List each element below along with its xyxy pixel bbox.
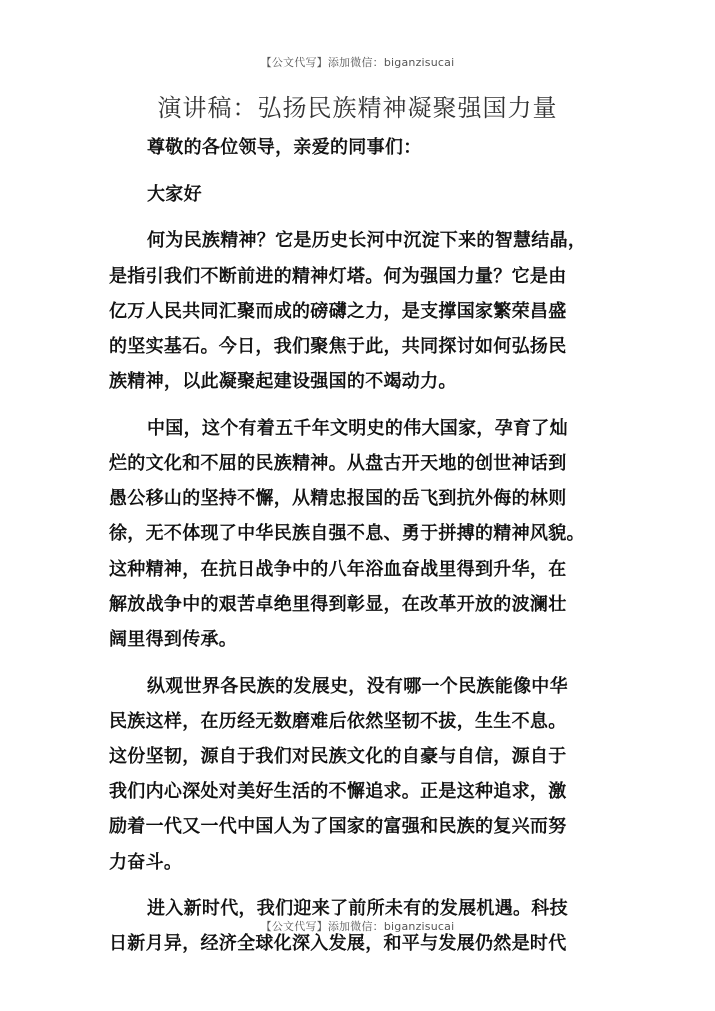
document-body [109,130,609,962]
paragraph-1 [109,223,609,399]
document-title: 演讲稿：弘扬民族精神凝聚强国力量 [157,94,558,122]
paragraph-line: 民族这样，在历经无数磨难后依然坚韧不拔，生生不息。 [109,710,567,732]
salutation: 大家好 [147,183,202,205]
paragraph-line: 日新月异，经济全球化深入发展，和平与发展仍然是时代 [109,933,567,955]
paragraph-line: 励着一代又一代中国人为了国家的富强和民族的复兴而努 [109,816,567,838]
paragraph-line: 解放战争中的艰苦卓绝里得到彰显，在改革开放的波澜壮 [109,593,567,615]
paragraph-line: 进入新时代，我们迎来了前所未有的发展机遇。科技 [147,898,568,920]
paragraph-line: 愚公移山的坚持不懈，从精忠报国的岳飞到抗外侮的林则 [109,488,567,510]
paragraph-line: 亿万人民共同汇聚而成的磅礴之力，是支撑国家繁荣昌盛 [109,300,567,322]
paragraph-line: 阔里得到传承。 [109,628,238,650]
paragraph-line: 纵观世界各民族的发展史，没有哪一个民族能像中华 [147,675,568,697]
paragraph-line: 徐，无不体现了中华民族自强不息、勇于拼搏的精神风貌。 [109,523,585,545]
paragraph-line: 这份坚韧，源自于我们对民族文化的自豪与自信，源自于 [109,746,567,767]
paragraph-line: 烂的文化和不屈的民族精神。从盘古开天地的创世神话到 [109,453,567,474]
header-watermark-note: 【公文代写】添加微信：biganzisucai [260,56,455,69]
paragraph-line: 这种精神，在抗日战争中的八年浴血奋战里得到升华，在 [109,558,567,580]
paragraph-line: 是指引我们不断前进的精神灯塔。何为强国力量？它是由 [109,265,567,287]
paragraph-2 [109,411,609,657]
paragraph-line: 族精神，以此凝聚起建设强国的不竭动力。 [109,371,457,393]
paragraph-line: 中国，这个有着五千年文明史的伟大国家，孕育了灿 [147,417,568,439]
greeting: 尊敬的各位领导，亲爱的同事们： [147,137,422,158]
paragraph-line: 何为民族精神？它是历史长河中沉淀下来的智慧结晶， [147,230,587,252]
paragraph-line: 的坚实基石。今日，我们聚焦于此，共同探讨如何弘扬民 [109,335,567,357]
paragraph-line: 力奋斗。 [109,851,183,873]
footer-watermark-note: 【公文代写】添加微信：biganzisucai [260,920,455,933]
paragraph-line: 我们内心深处对美好生活的不懈追求。正是这种追求，激 [109,781,567,803]
paragraph-3 [109,669,609,880]
